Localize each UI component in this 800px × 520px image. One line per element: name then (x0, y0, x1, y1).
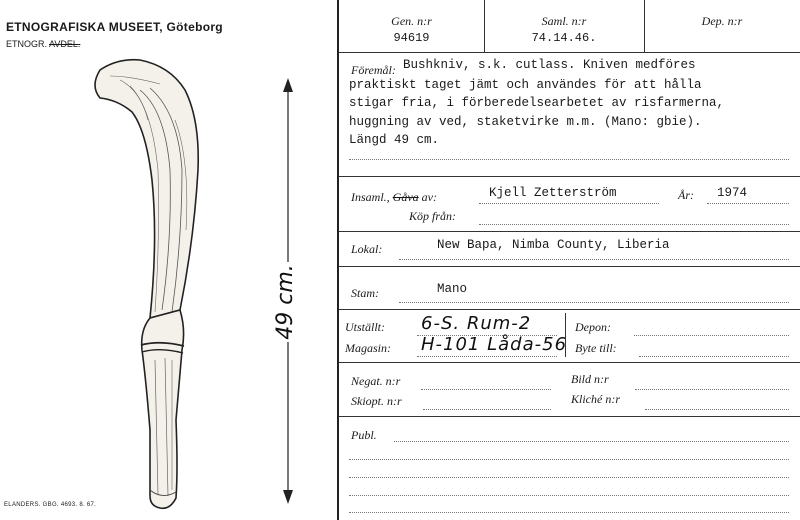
utstallt-label: Utställt: (345, 320, 386, 334)
foremal-line-3: stigar fria, i förberedelsearbetet av risfarmerna, (349, 96, 725, 110)
dep-number-label: Dep. n:r (701, 14, 743, 28)
bild-dotted-line (635, 389, 789, 390)
lokal-dotted-line (399, 259, 789, 260)
department-struck: AVDEL. (49, 39, 81, 49)
kop-dotted-line (479, 224, 789, 225)
lokal-label: Lokal: (351, 242, 383, 256)
kliche-dotted-line (645, 409, 789, 410)
publ-label: Publ. (351, 428, 377, 442)
gen-number-label: Gen. n:r (391, 14, 432, 28)
foremal-line-1: Bushkniv, s.k. cutlass. Kniven medföres (403, 58, 696, 72)
ar-label: År: (678, 188, 694, 202)
printer-imprint: ELANDERS. GBG. 4693. 8. 67. (4, 502, 97, 508)
bild-label: Bild n:r (571, 372, 609, 386)
saml-number-label: Saml. n:r (541, 14, 587, 28)
rule-after-skiopt (339, 416, 800, 417)
rule-after-magasin (339, 362, 800, 363)
gen-number-value: 94619 (393, 31, 430, 45)
gen-number-cell (339, 0, 485, 53)
handle-drawing (141, 310, 184, 508)
museum-name: ETNOGRAFISKA MUSEET, (6, 20, 163, 34)
skiopt-label: Skiopt. n:r (351, 394, 402, 408)
magasin-value: H-101 Låda-56 (421, 334, 568, 355)
skiopt-dotted-line (423, 409, 551, 410)
utstallt-divider (565, 313, 566, 357)
insaml-value: Kjell Zetterström (489, 186, 617, 200)
saml-number-value: 74.14.46. (531, 31, 597, 45)
negat-dotted-line (421, 389, 551, 390)
ar-value: 1974 (717, 186, 748, 200)
insaml-dotted-line (479, 203, 659, 204)
dep-number-cell (644, 0, 800, 53)
foremal-line-4: huggning av ved, staketvirke m.m. (Mano: gbie). (349, 115, 702, 129)
depon-label: Depon: (575, 320, 611, 334)
publ-dotted-line-2 (349, 459, 789, 460)
foremal-line-5: Längd 49 cm. (349, 133, 440, 147)
magasin-label: Magasin: (345, 341, 391, 355)
saml-number-cell (484, 0, 645, 53)
drawing-panel (0, 0, 338, 520)
kliche-label: Kliché n:r (571, 392, 620, 406)
stam-label: Stam: (351, 286, 379, 300)
length-annotation: 49 cm. (273, 264, 298, 340)
rule-after-foremal (339, 176, 800, 177)
publ-dotted-line-1 (394, 441, 789, 442)
byte-dotted-line (639, 356, 789, 357)
foremal-dotted-line (349, 159, 789, 160)
bush-knife-sketch (0, 0, 338, 520)
rule-after-lokal (339, 266, 800, 267)
publ-dotted-line-3 (349, 477, 789, 478)
insaml-label (351, 190, 437, 205)
publ-dotted-line-4 (349, 495, 789, 496)
stam-value: Mano (437, 282, 468, 296)
utstallt-value: 6-S. Rum-2 (421, 313, 532, 334)
blade-drawing (95, 60, 198, 318)
insaml-struck: Gåva (392, 190, 419, 204)
insaml-av: av: (421, 190, 437, 204)
insaml-label-text: Insaml., (351, 190, 390, 204)
stam-dotted-line (399, 302, 789, 303)
rule-after-insaml (339, 231, 800, 232)
byte-till-label: Byte till: (575, 341, 617, 355)
magasin-dotted-line (417, 356, 557, 357)
negat-label: Negat. n:r (351, 374, 401, 388)
publ-dotted-line-5 (349, 512, 789, 513)
ar-dotted-line (707, 203, 789, 204)
catalogue-card (339, 0, 800, 520)
museum-city: Göteborg (166, 20, 223, 34)
foremal-label: Föremål: (351, 63, 396, 77)
lokal-value: New Bapa, Nimba County, Liberia (437, 238, 670, 252)
department-name: ETNOGR. (6, 39, 48, 49)
foremal-line-2: praktiskt taget jämt och användes för att hålla (349, 78, 702, 92)
depon-dotted-line (634, 335, 789, 336)
rule-after-stam (339, 309, 800, 310)
kop-fran-label: Köp från: (409, 209, 457, 223)
